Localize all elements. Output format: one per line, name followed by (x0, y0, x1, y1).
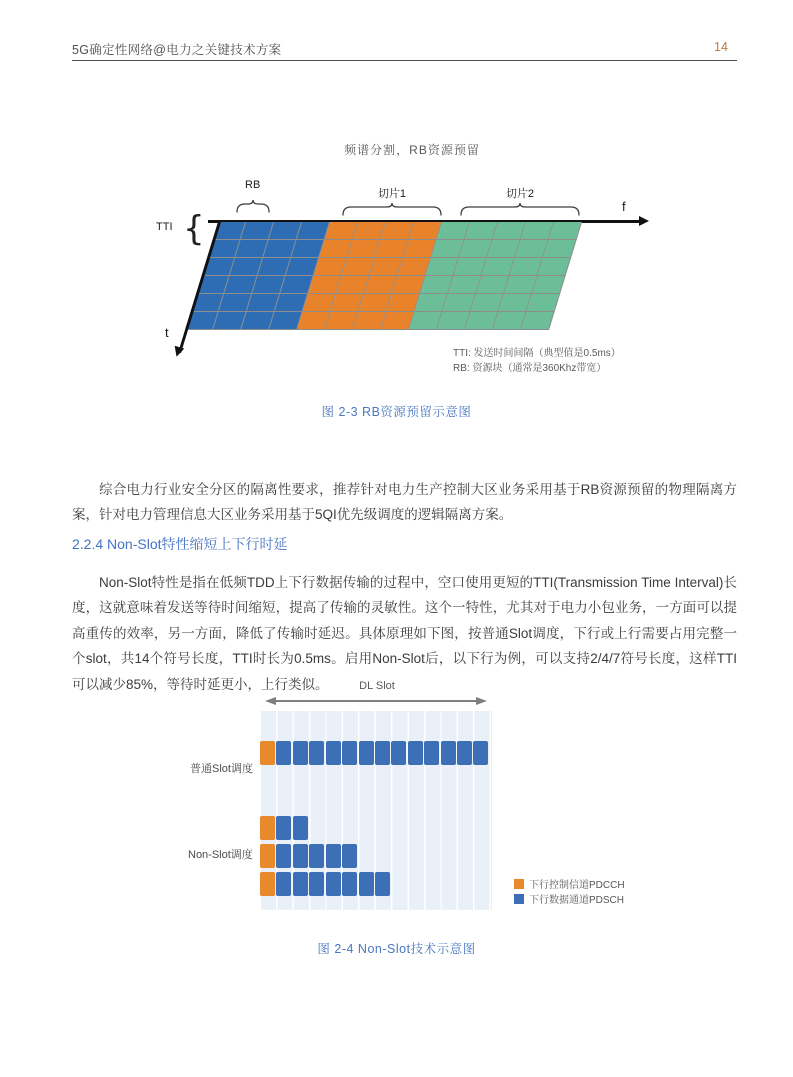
legend-label: 下行数据通道PDSCH (529, 895, 625, 906)
rb-grid-cell (521, 312, 555, 330)
figure-2-4-caption: 图 2-4 Non-Slot技术示意图 (317, 942, 476, 956)
rb-grid-cell (548, 222, 582, 240)
paragraph-isolation: 综合电力行业安全分区的隔离性要求，推荐针对电力生产控制大区业务采用基于RB资源预留的物理隔离方案，针对电力管理信息大区业务采用基于5QI优先级调度的逻辑隔离方案。 (72, 481, 737, 522)
symbol-block (457, 741, 472, 765)
symbol-block (375, 872, 390, 896)
f-axis-label: f (622, 199, 626, 214)
symbol-block (342, 872, 357, 896)
t-axis-label: t (165, 325, 169, 340)
symbol-block (260, 816, 275, 840)
slot-row (260, 816, 309, 840)
symbol-block (309, 872, 324, 896)
slice2-label: 切片2 (505, 188, 535, 200)
symbol-block (441, 741, 456, 765)
symbol-block (424, 741, 439, 765)
tti-label: TTI (156, 221, 173, 233)
figure-2-4-legend (514, 876, 625, 906)
rb-grid-cell (526, 294, 560, 312)
pdsch-swatch-icon (514, 894, 524, 904)
paragraph-nonslot: Non-Slot特性是指在低频TDD上下行数据传输的过程中，空口使用更短的TTI(Transmission Time Interval)长度，这就意味着发送等待时间缩短，提高了传输的灵敏性。这个一特性，尤其对于电力小包业务，一方面可以提高重传的效率，另一方面，降低了传输时延迟。具体原理如下图，按普通Slot调度，下行或上行需要占用完整一个slot，共14个符号长度，TTI时长为0.5ms。启用Non-Slot后，以下行为例，可以支持2/4/7符号长度，这样TTI可以减少85%，等待时延更小，上行类似。 (72, 574, 737, 692)
f-axis-arrowhead-icon (639, 216, 649, 226)
symbol-block (276, 741, 291, 765)
slice1-brace (342, 202, 442, 218)
symbol-block (342, 844, 357, 868)
slot-row (260, 844, 359, 868)
symbol-block (359, 872, 374, 896)
figure-2-3-title: 频谱分割，RB资源预留 (344, 143, 480, 157)
legend-item-pdsch (514, 891, 625, 906)
slice2-brace (460, 202, 580, 218)
rb-label: RB (245, 179, 261, 191)
rb-resource-grid (185, 222, 582, 330)
symbol-block (408, 741, 423, 765)
symbol-block (326, 844, 341, 868)
rb-grid-cell (537, 258, 571, 276)
page-number: 14 (714, 40, 728, 54)
rb-grid-cell (543, 240, 577, 258)
symbol-block (293, 741, 308, 765)
section-heading-2-2-4: 2.2.4 Non-Slot特性缩短上下行时延 (72, 536, 288, 552)
slice1-label: 切片1 (377, 188, 407, 200)
slot-row (260, 741, 490, 765)
symbol-block (473, 741, 488, 765)
symbol-block (391, 741, 406, 765)
symbol-block (293, 872, 308, 896)
symbol-block (326, 872, 341, 896)
normal-slot-label: 普通Slot调度 (190, 763, 253, 775)
symbol-block (276, 844, 291, 868)
symbol-block (260, 872, 275, 896)
rb-note: RB: 资源块（通常是360Khz带宽） (453, 363, 607, 374)
symbol-block (309, 844, 324, 868)
symbol-block (276, 816, 291, 840)
symbol-block (359, 741, 374, 765)
tti-brace: { (183, 209, 205, 249)
symbol-block (260, 741, 275, 765)
rb-brace (236, 199, 270, 215)
figure-2-3-caption: 图 2-3 RB资源预留示意图 (321, 405, 472, 419)
header-title: 5G确定性网络@电力之关键技术方案 (72, 43, 282, 57)
nonslot-label: Non-Slot调度 (188, 849, 253, 861)
symbol-block (260, 844, 275, 868)
t-axis-arrowhead-icon (172, 346, 184, 358)
symbol-block (309, 741, 324, 765)
dl-slot-label: DL Slot (359, 680, 395, 692)
symbol-block (342, 741, 357, 765)
symbol-block (375, 741, 390, 765)
symbol-block (276, 872, 291, 896)
symbol-block (293, 844, 308, 868)
legend-item-pdcch (514, 876, 625, 891)
symbol-block (326, 741, 341, 765)
rb-grid-cell (532, 276, 566, 294)
header-rule (72, 60, 737, 61)
pdcch-swatch-icon (514, 879, 524, 889)
legend-label: 下行控制信道PDCCH (529, 880, 625, 891)
tti-note: TTI: 发送时间间隔（典型值是0.5ms） (453, 348, 621, 359)
slot-row (260, 872, 391, 896)
figure-2-3-notes (453, 346, 621, 376)
symbol-block (293, 816, 308, 840)
dl-slot-arrow-icon (265, 696, 487, 706)
